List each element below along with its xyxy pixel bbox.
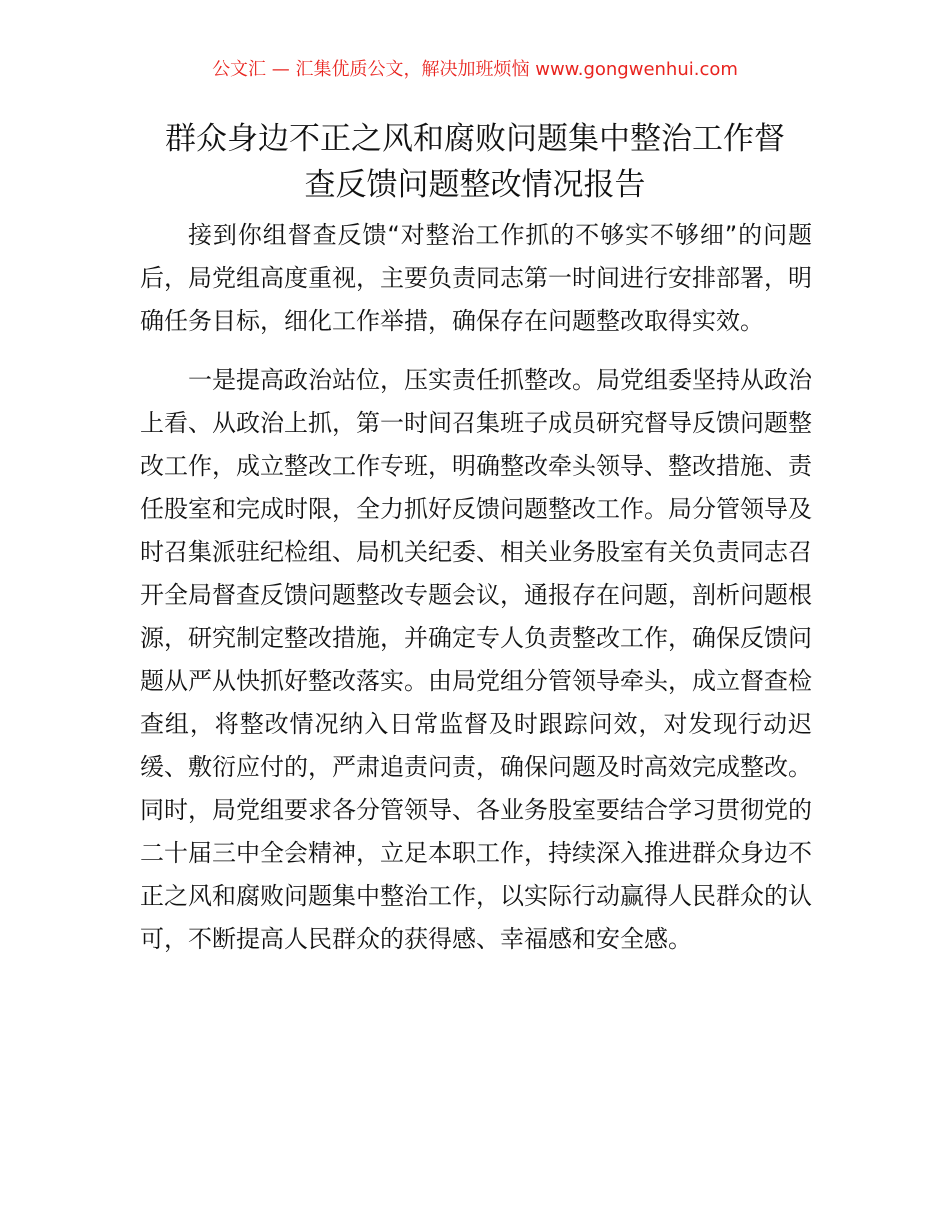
title-line-1: 群众身边不正之风和腐败问题集中整治工作督	[165, 121, 785, 157]
paragraph-intro: 接到你组督查反馈“对整治工作抓的不够实不够细”的问题后，局党组高度重视，主要负责同志第一时间进行安排部署，明确任务目标，细化工作举措，确保存在问题整改取得实效。	[140, 221, 812, 335]
paragraph-point-one: 一是提高政治站位，压实责任抓整改。局党组委坚持从政治上看、从政治上抓，第一时间召集班子成员研究督导反馈问题整改工作，成立整改工作专班，明确整改牵头领导、整改措施、责任股室和完成时限，全力抓好反馈问题整改工作。局分管领导及时召集派驻纪检组、局机关纪委、相关业务股室有关负责同志召开全局督查反馈问题整改专题会议，通报存在问题，剖析问题根源，研究制定整改措施，并确定专人负责整改工作，确保反馈问题从严从快抓好整改落实。由局党组分管领导牵头，成立督查检查组，将整改情况纳入日常监督及时跟踪问效，对发现行动迟缓、敷衍应付的，严肃追责问责，确保问题及时高效完成整改。同时，局党组要求各分管领导、各业务股室要结合学习贯彻党的二十届三中全会精神，立足本职工作，持续深入推进群众身边不正之风和腐败问题集中整治工作，以实际行动赢得人民群众的认可，不断提高人民群众的获得感、幸福感和安全感。	[140, 366, 812, 953]
site-banner: 公文汇 — 汇集优质公文，解决加班烦恼 www.gongwenhui.com	[212, 59, 738, 80]
document-title	[120, 116, 830, 208]
document-body	[140, 214, 812, 961]
title-line-2: 查反馈问题整改情况报告	[304, 167, 646, 203]
